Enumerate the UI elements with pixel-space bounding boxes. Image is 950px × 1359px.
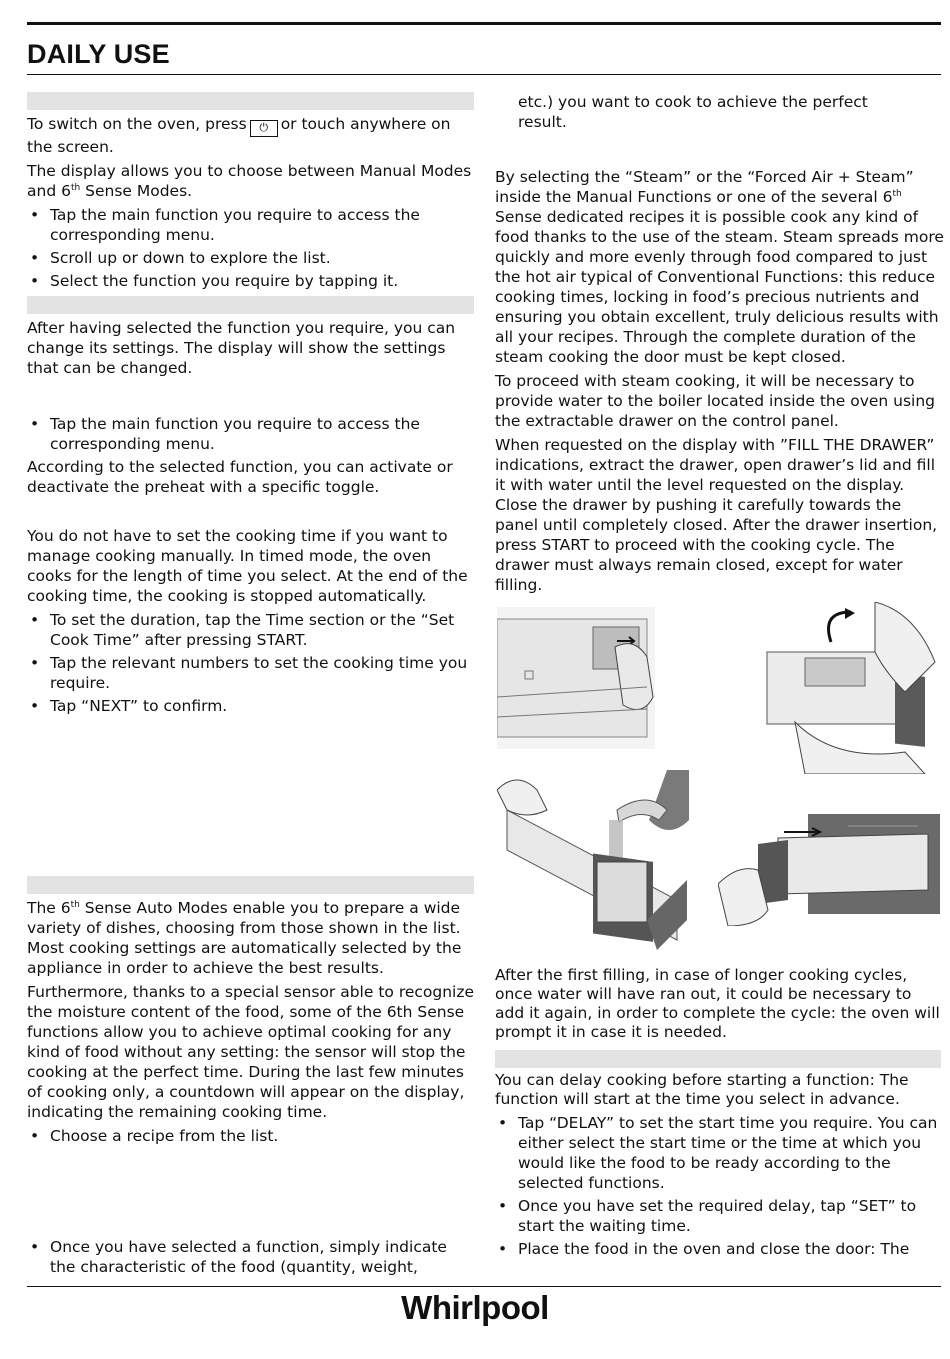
display-paragraph: The display allows you to choose between Manual Modes and 6th Sense Modes. (27, 162, 472, 200)
list-item: • Tap “NEXT” to confirm. (27, 696, 477, 716)
brand-logo: Whirlpool (401, 1289, 549, 1326)
left-block-1 (27, 114, 477, 294)
list-item: • Once you have set the required delay, tap “SET” to start the waiting time. (495, 1196, 943, 1236)
right-block-steam (495, 167, 945, 599)
cooking-time-paragraph: You do not have to set the cooking time if you want to manage cooking manually. In timed mode, the oven cooks for the length of time you select. At the end of the cooking time, the cooking is stopped automatically. (27, 527, 468, 605)
open-lid-illustration (765, 602, 941, 774)
list-item: • Tap “DELAY” to set the start time you require. You can either select the start time or the time at which you would like the food to be ready according to the selected functions. (495, 1113, 943, 1193)
power-icon: ⏻ (250, 120, 278, 137)
boiler-paragraph: To proceed with steam cooking, it will be necessary to provide water to the boiler located inside the oven using the extractable drawer on the control panel. (495, 372, 936, 430)
left-block-4 (27, 898, 477, 1149)
preheat-paragraph: According to the selected function, you can activate or deactivate the preheat with a specific toggle. (27, 458, 453, 496)
fill-water-illustration (497, 770, 689, 956)
insert-drawer-illustration (497, 607, 655, 749)
settings-paragraph: After having selected the function you require, you can change its settings. The display will show the settings that can be changed. (27, 319, 456, 377)
left-block-2 (27, 414, 477, 501)
close-drawer-illustration (718, 804, 940, 926)
list-item: • Tap the relevant numbers to set the cooking time you require. (27, 653, 477, 693)
list-item: • Tap the main function you require to access the corresponding menu. (27, 205, 477, 245)
list-item: • To set the duration, tap the Time section or the “Set Cook Time” after pressing START. (27, 610, 477, 650)
list-item: • Select the function you require by tapping it. (27, 271, 477, 291)
top-rule (27, 22, 941, 25)
switch-on-paragraph: To switch on the oven, press ⏻ or touch anywhere on the screen. (27, 115, 451, 156)
sensor-paragraph: Furthermore, thanks to a special sensor able to recognize the moisture content of the food, some of the 6th Sense functions allow you to achieve optimal cooking for any kind of food without any setting: the sensor will stop the cooking at the perfect time. During the last few minutes of cooking only, a countdown will appear on the display, indicating the remaining cooking time. (27, 983, 475, 1121)
title-rule (27, 74, 941, 75)
auto-modes-paragraph: The 6th Sense Auto Modes enable you to prepare a wide variety of dishes, choosing from those shown in the list. Most cooking settings are automatically selected by the appliance in order to achieve the best results. (27, 899, 462, 977)
delay-paragraph: You can delay cooking before starting a function: The function will start at the time you select in advance. (495, 1071, 909, 1108)
right-block-delay (495, 1071, 943, 1262)
list-item: • Choose a recipe from the list. (27, 1126, 477, 1146)
continued-text: etc.) you want to cook to achieve the perfect result. (518, 93, 868, 131)
left-block-3 (27, 526, 477, 719)
section-bar-6th-sense (27, 876, 474, 894)
steam-paragraph: By selecting the “Steam” or the “Forced Air + Steam” inside the Manual Functions or one of the several 6th Sense dedicated recipes it is possible cook any kind of food thanks to the use of the steam. Steam spreads more quickly and more evenly through food compared to just the hot air typical of Conventional Functions: this reduce cooking times, locking in food’s precious nutrients and ensuring you obtain excellent, truly delicious results with all your recipes. Through the complete duration of the steam cooking the door must be kept closed. (495, 168, 944, 366)
refill-paragraph: After the first filling, in case of longer cooking cycles, once water will have ran out, it could be necessary to add it again, in order to complete the cycle: the oven will prompt it in case it is needed. (495, 966, 940, 1041)
fill-drawer-paragraph: When requested on the display with ”FILL THE DRAWER” indications, extract the drawer, open drawer’s lid and fill it with water until the level requested on the display. Close the drawer by pushing it carefully towards the panel until completely closed. After the drawer insertion, press START to proceed with the cooking cycle. The drawer must always remain closed, except for water filling. (495, 436, 938, 594)
section-bar-delay (495, 1050, 941, 1068)
bottom-rule (27, 1286, 941, 1287)
list-item: • Once you have selected a function, simply indicate the characteristic of the food (quantity, weight, (27, 1237, 477, 1277)
list-item: • Place the food in the oven and close the door: The (495, 1239, 943, 1259)
list-item: • Tap the main function you require to access the corresponding menu. (27, 414, 477, 454)
list-item: • Scroll up or down to explore the list. (27, 248, 477, 268)
page-title: DAILY USE (27, 39, 170, 69)
section-bar-switch-on (27, 92, 474, 110)
section-bar-settings (27, 296, 474, 314)
